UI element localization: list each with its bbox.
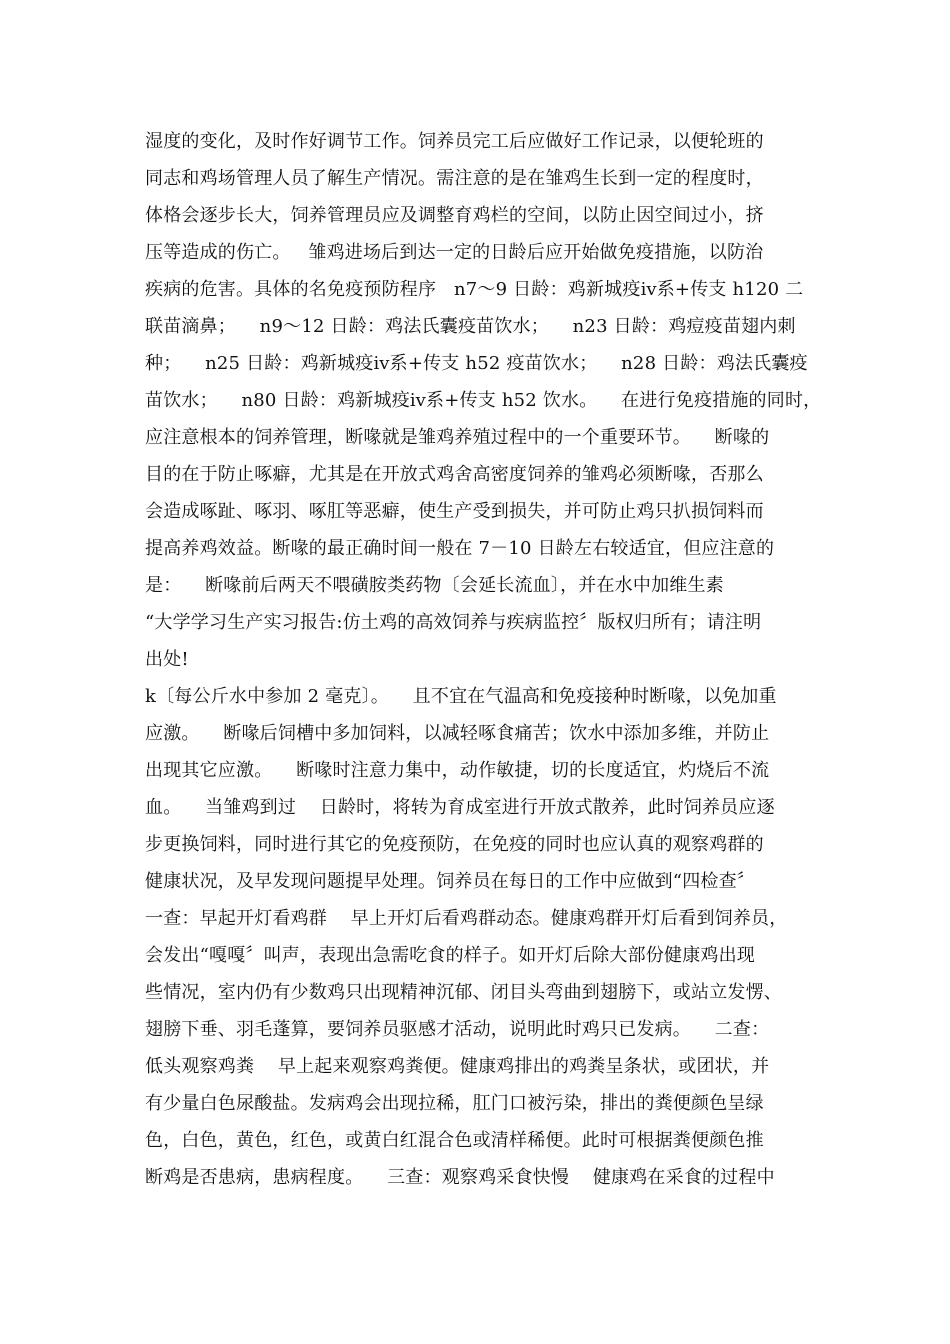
text-line: 是： 断喙前后两天不喂磺胺类药物〔会延长流血〕，并在水中加维生素 [145, 575, 724, 596]
text-line: 步更换饲料，同时进行其它的免疫预防，在免疫的同时也应认真的观察鸡群的 [145, 834, 764, 855]
text-line: 联苗滴鼻； n9～12 日龄：鸡法氏囊疫苗饮水； n23 日龄：鸡痘疫苗翅内刺 [145, 316, 796, 337]
text-line: 目的在于防止啄癖，尤其是在开放式鸡舍高密度饲养的雏鸡必须断喙，否那么 [145, 464, 764, 485]
text-line: 会发出“嘎嘎〞叫声，表现出急需吃食的样子。如开灯后除大部份健康鸡出现 [145, 945, 755, 966]
text-line: 种； n25 日龄：鸡新城疫ⅳ系+传支 h52 疫苗饮水； n28 日龄：鸡法氏囊疫 [145, 353, 808, 374]
text-line: 出现其它应激。 断喙时注意力集中，动作敏捷，切的长度适宜，灼烧后不流 [145, 760, 770, 781]
text-line: 出处! [145, 649, 189, 670]
text-line: 湿度的变化，及时作好调节工作。饲养员完工后应做好工作记录，以便轮班的 [145, 131, 764, 152]
text-line: 苗饮水； n80 日龄：鸡新城疫ⅳ系+传支 h52 饮水。 在进行免疫措施的同时， [145, 390, 822, 411]
text-line: “大学学习生产实习报告:仿土鸡的高效饲养与疾病监控〞版权归所有；请注明 [145, 612, 762, 633]
text-line: 应激。 断喙后饲槽中多加饲料，以减轻啄食痛苦；饮水中添加多维，并防止 [145, 723, 770, 744]
text-line: 体格会逐步长大，饲养管理员应及调整育鸡栏的空间，以防止因空间过小，挤 [145, 205, 764, 226]
text-line: 压等造成的伤亡。 雏鸡进场后到达一定的日龄后应开始做免疫措施，以防治 [145, 242, 764, 263]
text-line: 血。 当雏鸡到过 日龄时，将转为育成室进行开放式散养，此时饲养员应逐 [145, 797, 775, 818]
text-line: k〔每公斤水中参加 2 毫克〕。 且不宜在气温高和免疫接种时断喙，以免加重 [145, 686, 777, 707]
text-line: 些情况，室内仍有少数鸡只出现精神沉郁、闭目头弯曲到翅膀下，或站立发愣、 [145, 982, 782, 1003]
body-text [145, 123, 822, 1196]
text-line: 一查：早起开灯看鸡群 早上开灯后看鸡群动态。健康鸡群开灯后看到饲养员， [145, 908, 788, 929]
text-line: 有少量白色尿酸盐。发病鸡会出现拉稀，肛门口被污染，排出的粪便颜色呈绿 [145, 1093, 764, 1114]
text-line: 健康状况，及早发现问题提早处理。饲养员在每日的工作中应做到“四检查〞 [145, 871, 755, 892]
text-line: 断鸡是否患病，患病程度。 三查：观察鸡采食快慢 健康鸡在采食的过程中 [145, 1167, 775, 1188]
text-line: 会造成啄趾、啄羽、啄肛等恶癖，使生产受到损失，并可防止鸡只扒损饲料而 [145, 501, 764, 522]
text-line: 低头观察鸡粪 早上起来观察鸡粪便。健康鸡排出的鸡粪呈条状，或团状，并 [145, 1056, 770, 1077]
text-line: 提高养鸡效益。断喙的最正确时间一般在 7－10 日龄左右较适宜，但应注意的 [145, 538, 775, 559]
text-line: 翅膀下垂、羽毛蓬算，要饲养员驱感才活动，说明此时鸡只已发病。 二查： [145, 1019, 770, 1040]
text-line: 色，白色，黄色，红色，或黄白红混合色或清样稀便。此时可根据粪便颜色推 [145, 1130, 764, 1151]
text-line: 应注意根本的饲养管理，断喙就是雏鸡养殖过程中的一个重要环节。 断喙的 [145, 427, 770, 448]
text-line: 疾病的危害。具体的名免疫预防程序 n7～9 日龄：鸡新城疫ⅳ系+传支 h120 二 [145, 279, 804, 300]
text-line: 同志和鸡场管理人员了解生产情况。需注意的是在雏鸡生长到一定的程度时， [145, 168, 764, 189]
